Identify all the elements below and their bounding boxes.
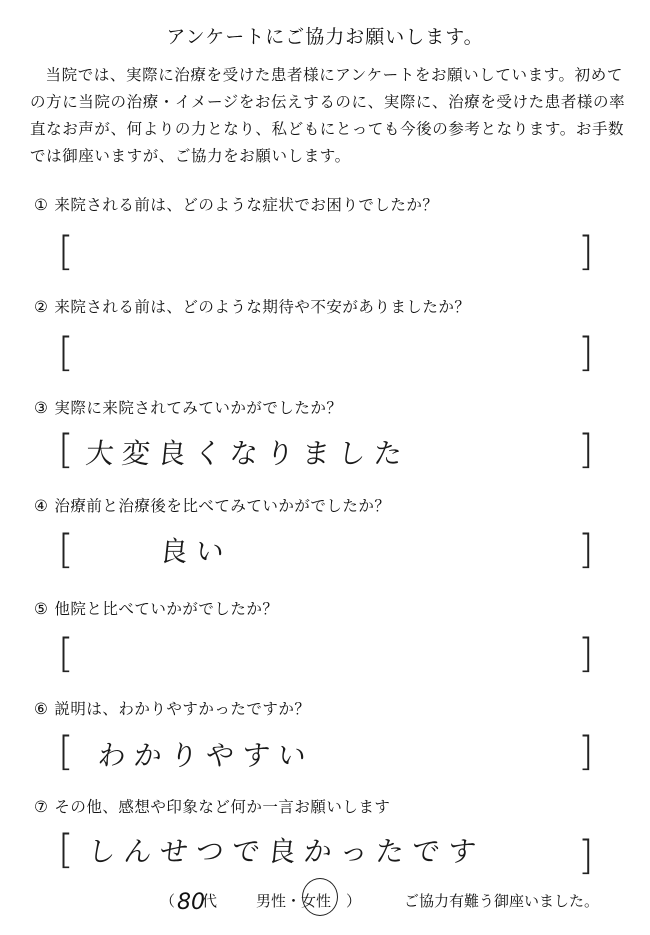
question-text: 説明は、わかりやすかったですか？ (54, 700, 311, 718)
question-3 (34, 396, 342, 418)
answer-4[interactable]: 良い (158, 535, 234, 568)
question-number: ② (34, 298, 49, 316)
answer-bracket-open: [ (58, 729, 74, 775)
answer-bracket-open: [ (58, 827, 74, 873)
question-number: ⑥ (34, 700, 49, 718)
paren-open: （ (160, 892, 176, 910)
question-number: ③ (34, 399, 49, 417)
question-number: ⑤ (34, 600, 49, 618)
question-text: 他院と比べていかがでしたか？ (54, 600, 279, 618)
answer-6[interactable]: わかりやすい (96, 739, 316, 772)
question-7 (34, 795, 390, 817)
answer-bracket-close: ] (578, 330, 594, 376)
answer-bracket-open: [ (58, 229, 74, 275)
age-suffix: 代 (202, 892, 218, 910)
question-number: ① (34, 196, 49, 214)
answer-bracket-open: [ (58, 527, 74, 573)
answer-bracket-open: [ (58, 330, 74, 376)
question-text: 来院される前は、どのような期待や不安がありましたか？ (54, 298, 471, 316)
question-2 (34, 295, 470, 317)
age-value[interactable]: 80 (177, 890, 205, 915)
question-4 (34, 494, 390, 516)
page-title: アンケートにご協力お願いします。 (166, 26, 484, 48)
question-6 (34, 697, 310, 719)
question-number: ④ (34, 497, 49, 515)
selected-gender-circle (302, 878, 338, 916)
answer-bracket-close: ] (578, 527, 594, 573)
question-5 (34, 597, 278, 619)
intro-text: 当院では、実際に治療を受けた患者様にアンケートをお願いしています。初めての方に当院の治療・イメージをお伝えするのに、実際に、治療を受けた患者様の率直なお声が、何よりの力となり、私どもにとっても今後の参考となります。お手数では御座いますが、ご協力をお願いします。 (30, 66, 626, 165)
answer-bracket-close: ] (578, 229, 594, 275)
answer-3[interactable]: 大変良くなりました (84, 437, 412, 470)
question-number: ⑦ (34, 798, 49, 816)
paren-close: ） (346, 892, 362, 910)
answer-bracket-close: ] (578, 729, 594, 775)
thanks-text: ご協力有難う御座いました。 (404, 892, 600, 910)
answer-bracket-close: ] (578, 833, 594, 879)
intro-paragraph (30, 62, 630, 170)
answer-bracket-open: [ (58, 631, 74, 677)
answer-bracket-close: ] (578, 427, 594, 473)
question-text: 実際に来院されてみていかがでしたか？ (54, 399, 343, 417)
answer-7[interactable]: しんせつで良かったです (86, 835, 486, 868)
question-text: 来院される前は、どのような症状でお困りでしたか？ (54, 196, 439, 214)
gender-options[interactable]: 男性・女性 (256, 892, 332, 910)
answer-bracket-open: [ (58, 427, 74, 473)
question-text: 治療前と治療後を比べてみていかがでしたか？ (54, 497, 391, 515)
question-text: その他、感想や印象など何か一言お願いします (54, 798, 391, 816)
answer-bracket-close: ] (578, 631, 594, 677)
question-1 (34, 193, 438, 215)
